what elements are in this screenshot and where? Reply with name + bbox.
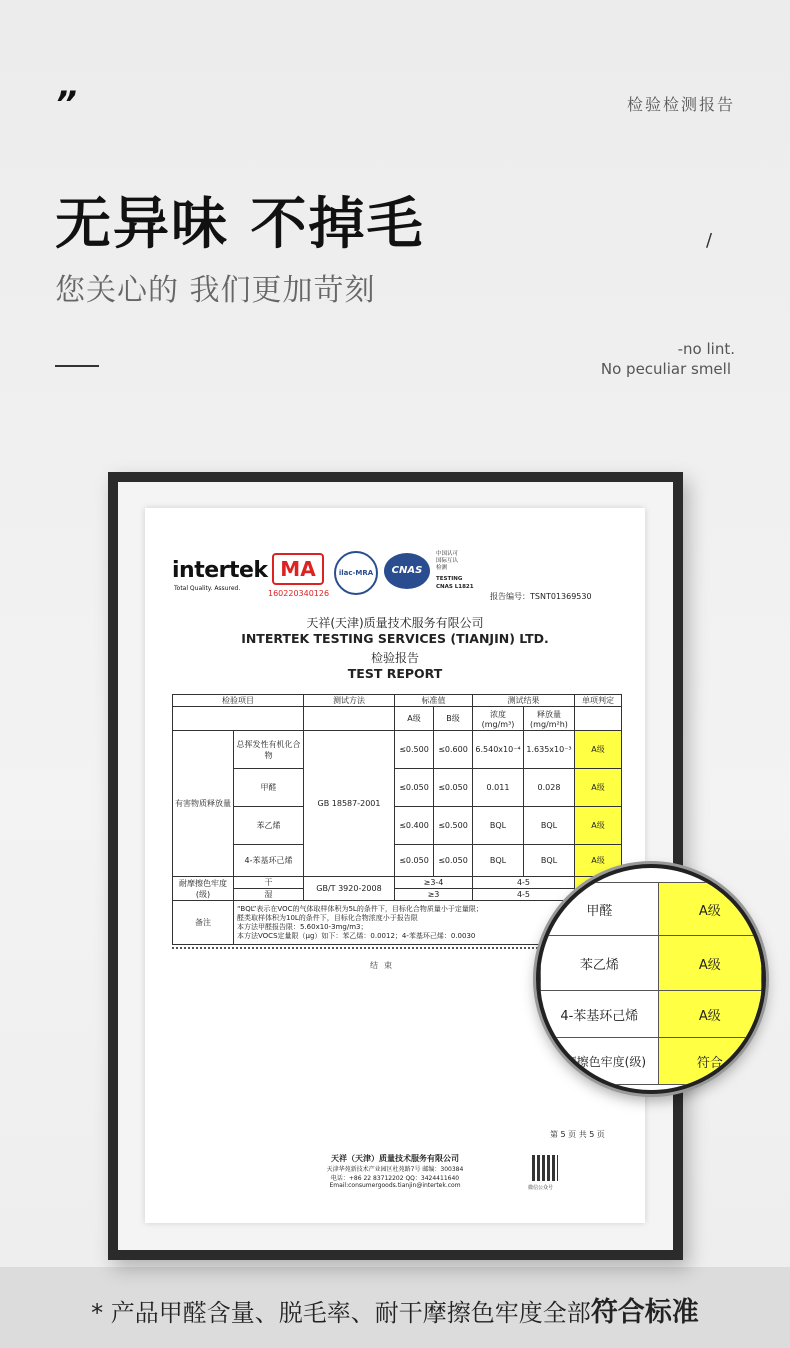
cell-verdict: A级 bbox=[575, 731, 622, 769]
subheader-conc: 浓度 (mg/m³) bbox=[473, 707, 524, 731]
mag-label: 苯乙烯 bbox=[541, 936, 659, 991]
cnas-text-5: CNAS L1821 bbox=[436, 584, 474, 590]
cell-conc: BQL bbox=[473, 845, 524, 877]
section-label: 检验检测报告 bbox=[626, 95, 735, 114]
report-title-cn: 检验报告 bbox=[370, 651, 419, 665]
cell-conc: 6.540x10⁻⁴ bbox=[473, 731, 524, 769]
company-name-cn: 天祥(天津)质量技术服务有限公司 bbox=[306, 616, 484, 630]
slash-divider: / bbox=[706, 230, 713, 251]
cell-conc: BQL bbox=[473, 807, 524, 845]
magnifier-lens bbox=[536, 864, 766, 1094]
mag-label: 甲醛 bbox=[541, 883, 659, 936]
col-header-standard: 标准值 bbox=[395, 695, 473, 707]
mag-value: A级 bbox=[658, 883, 761, 936]
english-tagline-1: -no lint. bbox=[677, 340, 735, 358]
cnas-logo: CNAS bbox=[384, 553, 430, 589]
qr-code-icon bbox=[532, 1155, 558, 1181]
rub-dry-res: 4-5 bbox=[473, 877, 575, 889]
cell-verdict: A级 bbox=[575, 807, 622, 845]
subheader-a: A级 bbox=[395, 707, 434, 731]
cell-release: 0.028 bbox=[524, 769, 575, 807]
cell-release: BQL bbox=[524, 807, 575, 845]
col-header-verdict: 单项判定 bbox=[575, 695, 622, 707]
mag-value: A级 bbox=[658, 991, 761, 1038]
note-line: 本方法甲醛报告限：5.60x10-3mg/m3； bbox=[237, 922, 368, 931]
magnified-table bbox=[540, 882, 762, 1085]
mag-value: A级 bbox=[658, 936, 761, 991]
ma-number: 160220340126 bbox=[268, 589, 330, 598]
report-number: 报告编号：TSNT01369530 bbox=[490, 592, 592, 601]
ilac-mra-logo: ilac-MRA bbox=[334, 551, 378, 595]
cnas-text-1: 中国认可 bbox=[436, 551, 459, 557]
rub-wet-res: 4-5 bbox=[473, 889, 575, 901]
rub-wet: 湿 bbox=[234, 889, 304, 901]
english-tagline-2: No peculiar smell bbox=[600, 360, 731, 378]
subheader-release: 释放量 (mg/m²h) bbox=[524, 707, 575, 731]
footer-bold: 符合标准 bbox=[590, 1297, 699, 1328]
cell-a: ≤0.050 bbox=[395, 769, 434, 807]
note-label: 备注 bbox=[173, 901, 234, 945]
rub-label: 耐摩擦色牢度(级) bbox=[173, 877, 234, 901]
mag-label: 4-苯基环己烯 bbox=[541, 991, 659, 1038]
mag-label: 耐摩擦色牢度(级) bbox=[541, 1038, 659, 1085]
cell-release: BQL bbox=[524, 845, 575, 877]
page-subheadline: 您关心的 我们更加苛刻 bbox=[55, 273, 376, 308]
intertek-logo: intertek bbox=[172, 558, 268, 583]
table-row-item: 苯乙烯 bbox=[234, 807, 304, 845]
cnas-text-4: TESTING bbox=[436, 576, 463, 582]
rub-wet-std: ≥3 bbox=[395, 889, 473, 901]
rub-method: GB/T 3920-2008 bbox=[304, 877, 395, 901]
cell-release: 1.635x10⁻³ bbox=[524, 731, 575, 769]
footer-phone: 电话：+86 22 83712202 QQ：3424411640 bbox=[330, 1175, 460, 1182]
note-line: “BQL”表示在VOC的气体取样体积为5L的条件下，目标化合物质量小于定量限； bbox=[237, 904, 483, 913]
group-label: 有害物质释放量 bbox=[173, 731, 234, 877]
empty-cell bbox=[173, 707, 304, 731]
subheader-b: B级 bbox=[434, 707, 473, 731]
col-header-result: 测试结果 bbox=[473, 695, 575, 707]
cell-conc: 0.011 bbox=[473, 769, 524, 807]
cell-a: ≤0.500 bbox=[395, 731, 434, 769]
cell-b: ≤0.500 bbox=[434, 807, 473, 845]
method-cell: GB 18587-2001 bbox=[304, 731, 395, 877]
footer-text: * 产品甲醛含量、脱毛率、耐干摩擦色牢度全部 bbox=[91, 1299, 591, 1327]
page-number: 第 5 页 共 5 页 bbox=[550, 1130, 605, 1139]
cell-a: ≤0.400 bbox=[395, 807, 434, 845]
mag-value: 符合 bbox=[658, 1038, 761, 1085]
note-line: 醛类取样体积为10L的条件下，目标化合物浓度小于报告限 bbox=[237, 913, 418, 922]
cell-b: ≤0.050 bbox=[434, 769, 473, 807]
cell-a: ≤0.050 bbox=[395, 845, 434, 877]
table-row-item: 甲醛 bbox=[234, 769, 304, 807]
cnas-text-3: 检测 bbox=[436, 565, 448, 571]
col-header-item: 检验项目 bbox=[173, 695, 304, 707]
footer-email: Email:consumergoods.tianjin@intertek.com bbox=[329, 1182, 461, 1189]
quote-mark-icon: ” bbox=[55, 84, 71, 124]
note-line: 本方法VOCS定量限（μg）如下：苯乙烯：0.0012；4-苯基环己烯：0.0030 bbox=[237, 931, 476, 940]
empty-cell bbox=[304, 707, 395, 731]
intertek-tagline: Total Quality. Assured. bbox=[174, 585, 241, 592]
cell-verdict: A级 bbox=[575, 769, 622, 807]
cell-verdict: A级 bbox=[575, 845, 622, 877]
empty-cell bbox=[575, 707, 622, 731]
ma-logo: MA bbox=[272, 553, 324, 585]
end-text: 结束 bbox=[370, 961, 398, 970]
cell-b: ≤0.600 bbox=[434, 731, 473, 769]
table-row-item: 总挥发性有机化合物 bbox=[234, 731, 304, 769]
report-title-en: TEST REPORT bbox=[347, 666, 443, 681]
qr-caption: 微信公众号 bbox=[528, 1185, 554, 1191]
page-headline: 无异味 不掉毛 bbox=[55, 192, 425, 257]
col-header-method: 测试方法 bbox=[304, 695, 395, 707]
dash-divider bbox=[55, 365, 99, 367]
footer-statement bbox=[0, 1290, 790, 1329]
footer-company: 天祥（天津）质量技术服务有限公司 bbox=[331, 1154, 459, 1163]
cnas-text-2: 国际互认 bbox=[436, 558, 459, 564]
table-row-item: 4-苯基环己烯 bbox=[234, 845, 304, 877]
company-name-en: INTERTEK TESTING SERVICES (TIANJIN) LTD. bbox=[241, 631, 549, 646]
cell-b: ≤0.050 bbox=[434, 845, 473, 877]
rub-dry-std: ≥3-4 bbox=[395, 877, 473, 889]
rub-dry: 干 bbox=[234, 877, 304, 889]
footer-address: 天津华苑新技术产业园区杜苑路7号 邮编：300384 bbox=[326, 1166, 464, 1173]
